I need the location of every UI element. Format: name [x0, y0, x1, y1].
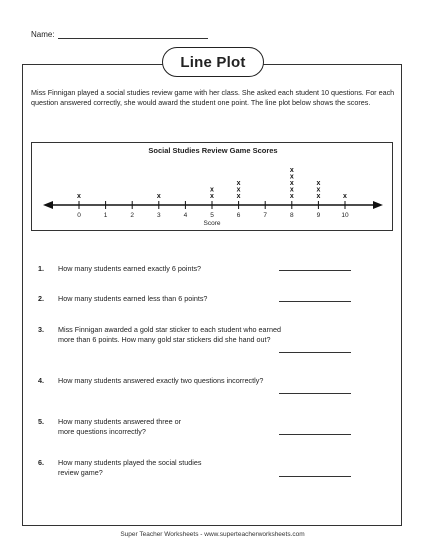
question-4 [38, 376, 388, 386]
answer-line-2[interactable] [279, 301, 351, 302]
data-mark-x: x [289, 173, 294, 181]
tick-label: 8 [289, 212, 294, 219]
question-number: 3. [38, 325, 44, 334]
intro-paragraph: Miss Finnigan played a social studies review game with her class. She asked each student 10 questions. For each question answered correctly, she would award the student one point. The line plot below shows the scores. [31, 88, 395, 107]
data-mark-x: x [236, 186, 241, 194]
question-text: How many students answered three or more questions incorrectly? [58, 417, 182, 436]
question-text: How many students played the social studies review game? [58, 458, 202, 477]
data-mark-x: x [236, 180, 241, 187]
tick-label: 3 [156, 212, 161, 219]
question-text: How many students earned exactly 6 points? [58, 264, 202, 273]
answer-line-5[interactable] [279, 434, 351, 435]
tick-label: 0 [77, 212, 81, 219]
data-mark-x: x [77, 193, 81, 200]
question-number: 2. [38, 294, 44, 303]
question-number: 4. [38, 376, 44, 385]
question-3 [38, 325, 388, 344]
line-plot-svg [32, 143, 394, 232]
data-mark-x: x [316, 186, 321, 194]
tick-label: 10 [341, 212, 349, 219]
tick-label: 9 [316, 212, 321, 219]
axis-arrow-left [43, 201, 53, 209]
data-mark-x: x [289, 180, 294, 187]
tick-label: 1 [103, 212, 108, 219]
data-mark-x: x [210, 186, 214, 194]
question-number: 1. [38, 264, 44, 273]
data-mark-x: x [316, 180, 321, 187]
tick-label: 6 [236, 212, 241, 219]
data-mark-x: x [210, 193, 214, 200]
question-number: 5. [38, 417, 44, 426]
question-1 [38, 264, 388, 274]
question-text: How many students answered exactly two questions incorrectly? [58, 376, 264, 385]
chart-title: Social Studies Review Game Scores [148, 146, 278, 155]
axis-arrow-right [373, 201, 383, 209]
data-mark-x: x [343, 193, 347, 200]
tick-label: 4 [183, 212, 188, 219]
question-6 [38, 458, 388, 477]
tick-label: 5 [210, 212, 214, 219]
question-text: Miss Finnigan awarded a gold star sticker to each student who earned more than 6 points. How many gold star stickers did she hand out? [58, 325, 281, 344]
data-mark-x: x [289, 193, 294, 200]
page-title: Line Plot [162, 47, 264, 77]
x-axis-label: Score [203, 220, 221, 227]
answer-line-4[interactable] [279, 393, 351, 394]
answer-line-1[interactable] [279, 270, 351, 271]
answer-line-3[interactable] [279, 352, 351, 353]
question-number: 6. [38, 458, 44, 467]
name-field[interactable] [58, 30, 208, 39]
data-mark-x: x [289, 186, 294, 194]
data-mark-x: x [156, 193, 161, 200]
question-text: How many students earned less than 6 points? [58, 294, 208, 303]
name-row [31, 30, 208, 39]
name-label: Name: [31, 30, 55, 39]
footer: Super Teacher Worksheets - www.superteacherworksheets.com [120, 531, 305, 538]
question-2 [38, 294, 388, 304]
data-mark-x: x [316, 193, 321, 200]
line-plot [31, 142, 393, 231]
data-mark-x: x [289, 167, 294, 174]
answer-line-6[interactable] [279, 476, 351, 477]
data-mark-x: x [236, 193, 241, 200]
tick-label: 7 [263, 212, 268, 219]
tick-label: 2 [130, 212, 135, 219]
